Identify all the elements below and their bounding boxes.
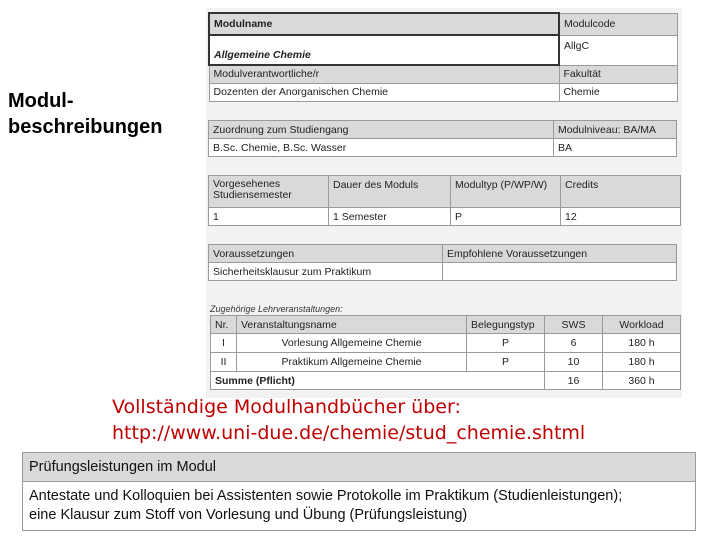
slide-title [8, 88, 162, 140]
semester-label: Vorgesehenes Studiensemester [209, 176, 329, 208]
module-code-value: AllgC [559, 35, 677, 65]
module-responsible-label: Modulverantwortliche/r [209, 65, 559, 83]
schedule-table [208, 175, 681, 226]
credits-value: 12 [561, 208, 681, 226]
module-code-label: Modulcode [559, 13, 677, 35]
semester-value: 1 [209, 208, 329, 226]
courses-header-nr: Nr. [211, 316, 237, 334]
courses-sum-label: Summe (Pflicht) [211, 372, 545, 390]
exams-table [22, 452, 696, 531]
faculty-label: Fakultät [559, 65, 677, 83]
table-row [211, 334, 681, 353]
course-sws: 10 [545, 353, 603, 372]
level-value: BA [554, 139, 677, 157]
courses-header-workload: Workload [603, 316, 681, 334]
duration-label: Dauer des Moduls [329, 176, 451, 208]
slide-title-line1: Modul- [8, 90, 74, 112]
prerequisites-value: Sicherheitsklausur zum Praktikum [209, 263, 443, 281]
module-name-table [208, 12, 678, 102]
courses-sum-workload: 360 h [603, 372, 681, 390]
info-url: http://www.uni-due.de/chemie/stud_chemie.shtml [112, 422, 586, 444]
courses-caption: Zugehörige Lehrveranstaltungen: [210, 304, 343, 314]
module-responsible-value: Dozenten der Anorganischen Chemie [209, 83, 559, 101]
slide-title-line2: beschreibungen [8, 116, 163, 138]
duration-value: 1 Semester [329, 208, 451, 226]
recommended-label: Empfohlene Voraussetzungen [443, 245, 677, 263]
table-row [211, 353, 681, 372]
exams-header: Prüfungsleistungen im Modul [23, 453, 696, 482]
course-type: P [467, 334, 545, 353]
prerequisites-table [208, 244, 677, 281]
recommended-value [443, 263, 677, 281]
course-sws: 6 [545, 334, 603, 353]
type-label: Modultyp (P/WP/W) [451, 176, 561, 208]
module-name-label: Modulname [209, 13, 559, 35]
program-value: B.Sc. Chemie, B.Sc. Wasser [209, 139, 554, 157]
exams-line2: eine Klausur zum Stoff von Vorlesung und Übung (Prüfungsleistung) [29, 507, 468, 523]
program-table [208, 120, 677, 157]
course-name: Praktikum Allgemeine Chemie [237, 353, 467, 372]
course-nr: II [211, 353, 237, 372]
course-nr: I [211, 334, 237, 353]
type-value: P [451, 208, 561, 226]
module-handbook-info [112, 394, 585, 446]
courses-sum-sws: 16 [545, 372, 603, 390]
info-text: Vollständige Modulhandbücher über: [112, 396, 461, 418]
course-name: Vorlesung Allgemeine Chemie [237, 334, 467, 353]
courses-header-name: Veranstaltungsname [237, 316, 467, 334]
prerequisites-label: Voraussetzungen [209, 245, 443, 263]
faculty-value: Chemie [559, 83, 677, 101]
level-label: Modulniveau: BA/MA [554, 121, 677, 139]
module-name-value: Allgemeine Chemie [209, 35, 559, 65]
program-label: Zuordnung zum Studiengang [209, 121, 554, 139]
courses-header-sws: SWS [545, 316, 603, 334]
courses-table [210, 315, 681, 390]
exams-line1: Antestate und Kolloquien bei Assistenten sowie Protokolle im Praktikum (Studienleistungen); [29, 488, 623, 504]
course-type: P [467, 353, 545, 372]
credits-label: Credits [561, 176, 681, 208]
courses-header-type: Belegungstyp [467, 316, 545, 334]
course-workload: 180 h [603, 334, 681, 353]
exams-body [23, 482, 696, 531]
course-workload: 180 h [603, 353, 681, 372]
